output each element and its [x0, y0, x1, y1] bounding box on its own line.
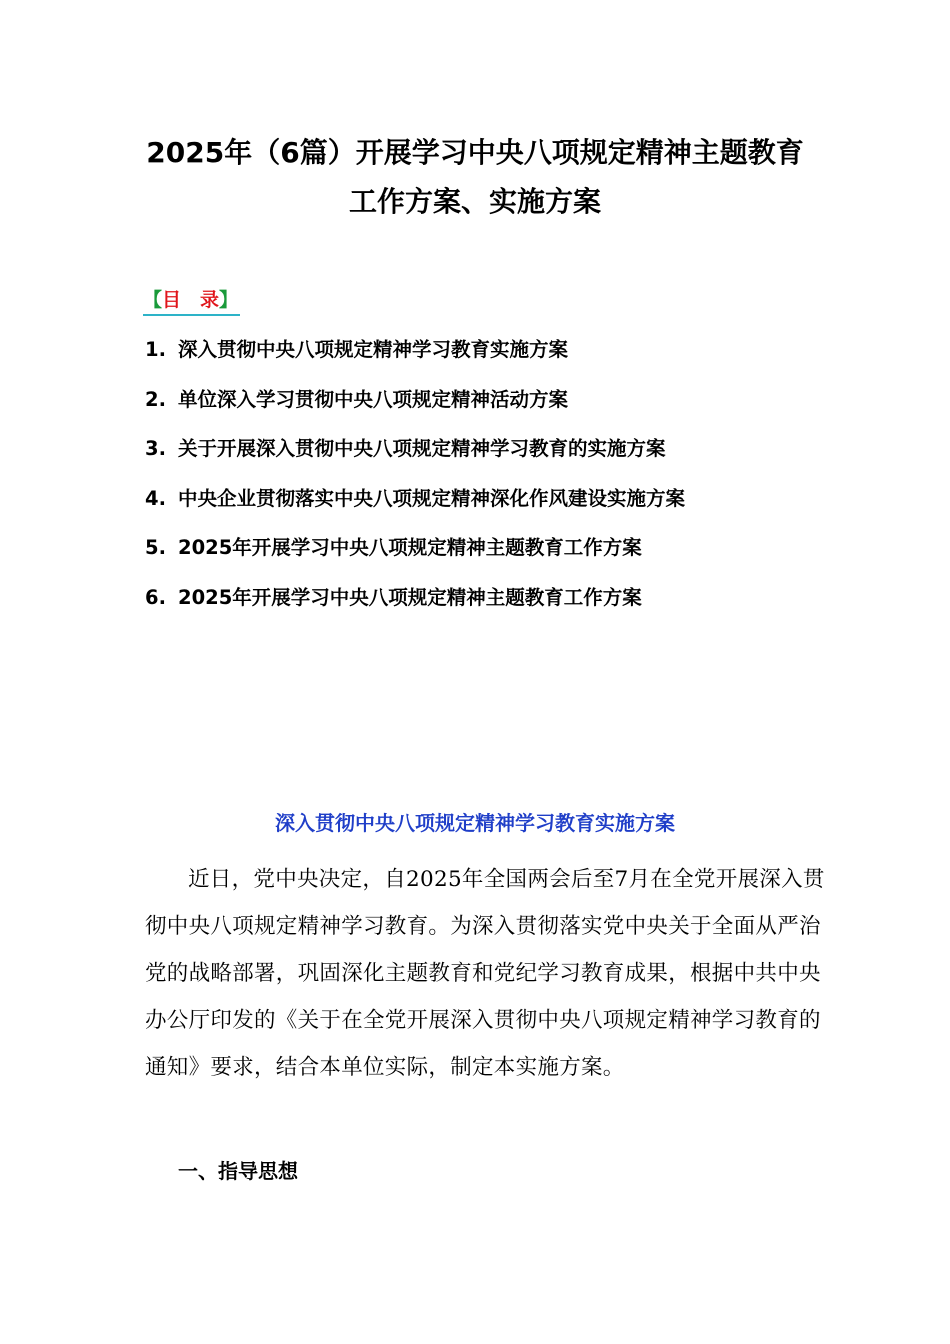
toc-item-number: 3.	[145, 437, 166, 460]
toc-item-number: 2.	[145, 387, 166, 411]
toc-item-text: 中央企业贯彻落实中央八项规定精神深化作风建设实施方案	[178, 486, 686, 510]
toc-item-number: 1.	[145, 338, 166, 361]
document-title-line-1: 2025年（6篇）开展学习中央八项规定精神主题教育	[146, 136, 804, 169]
section-title: 深入贯彻中央八项规定精神学习教育实施方案	[275, 811, 675, 835]
document-title-line-2: 工作方案、实施方案	[348, 185, 601, 218]
toc-label: 目 录	[162, 289, 220, 311]
toc-item-text: 2025年开展学习中央八项规定精神主题教育工作方案	[178, 536, 642, 559]
toc-item-number: 4.	[145, 486, 166, 510]
toc-item-text: 关于开展深入贯彻中央八项规定精神学习教育的实施方案	[178, 437, 666, 460]
toc-item-3[interactable]	[145, 435, 685, 485]
toc-item-6[interactable]	[145, 584, 685, 634]
toc-item-text: 单位深入学习贯彻中央八项规定精神活动方案	[178, 387, 569, 411]
toc-item-5[interactable]	[145, 534, 685, 584]
toc-item-text: 2025年开展学习中央八项规定精神主题教育工作方案	[178, 585, 642, 609]
toc-item-number: 5.	[145, 536, 166, 559]
toc-heading	[143, 286, 240, 316]
intro-paragraph: 近日，党中央决定，自2025年全国两会后至7月在全党开展深入贯彻中央八项规定精神学习教育。为深入贯彻落实党中央关于全面从严治党的战略部署，巩固深化主题教育和党纪学习教育成果，根据中共中央办公厅印发的《关于在全党开展深入贯彻中央八项规定精神学习教育的通知》要求，结合本单位实际，制定本实施方案。	[145, 867, 825, 1080]
toc-bracket-open: 【	[143, 289, 163, 311]
heading-guiding-thought: 一、指导思想	[178, 1159, 298, 1183]
toc-item-4[interactable]	[145, 485, 685, 535]
toc-list	[145, 336, 685, 633]
toc-item-number: 6.	[145, 585, 166, 609]
toc-item-2[interactable]	[145, 386, 685, 436]
toc-bracket-close: 】	[219, 289, 239, 311]
toc-item-1[interactable]	[145, 336, 685, 386]
toc-item-text: 深入贯彻中央八项规定精神学习教育实施方案	[178, 338, 569, 361]
